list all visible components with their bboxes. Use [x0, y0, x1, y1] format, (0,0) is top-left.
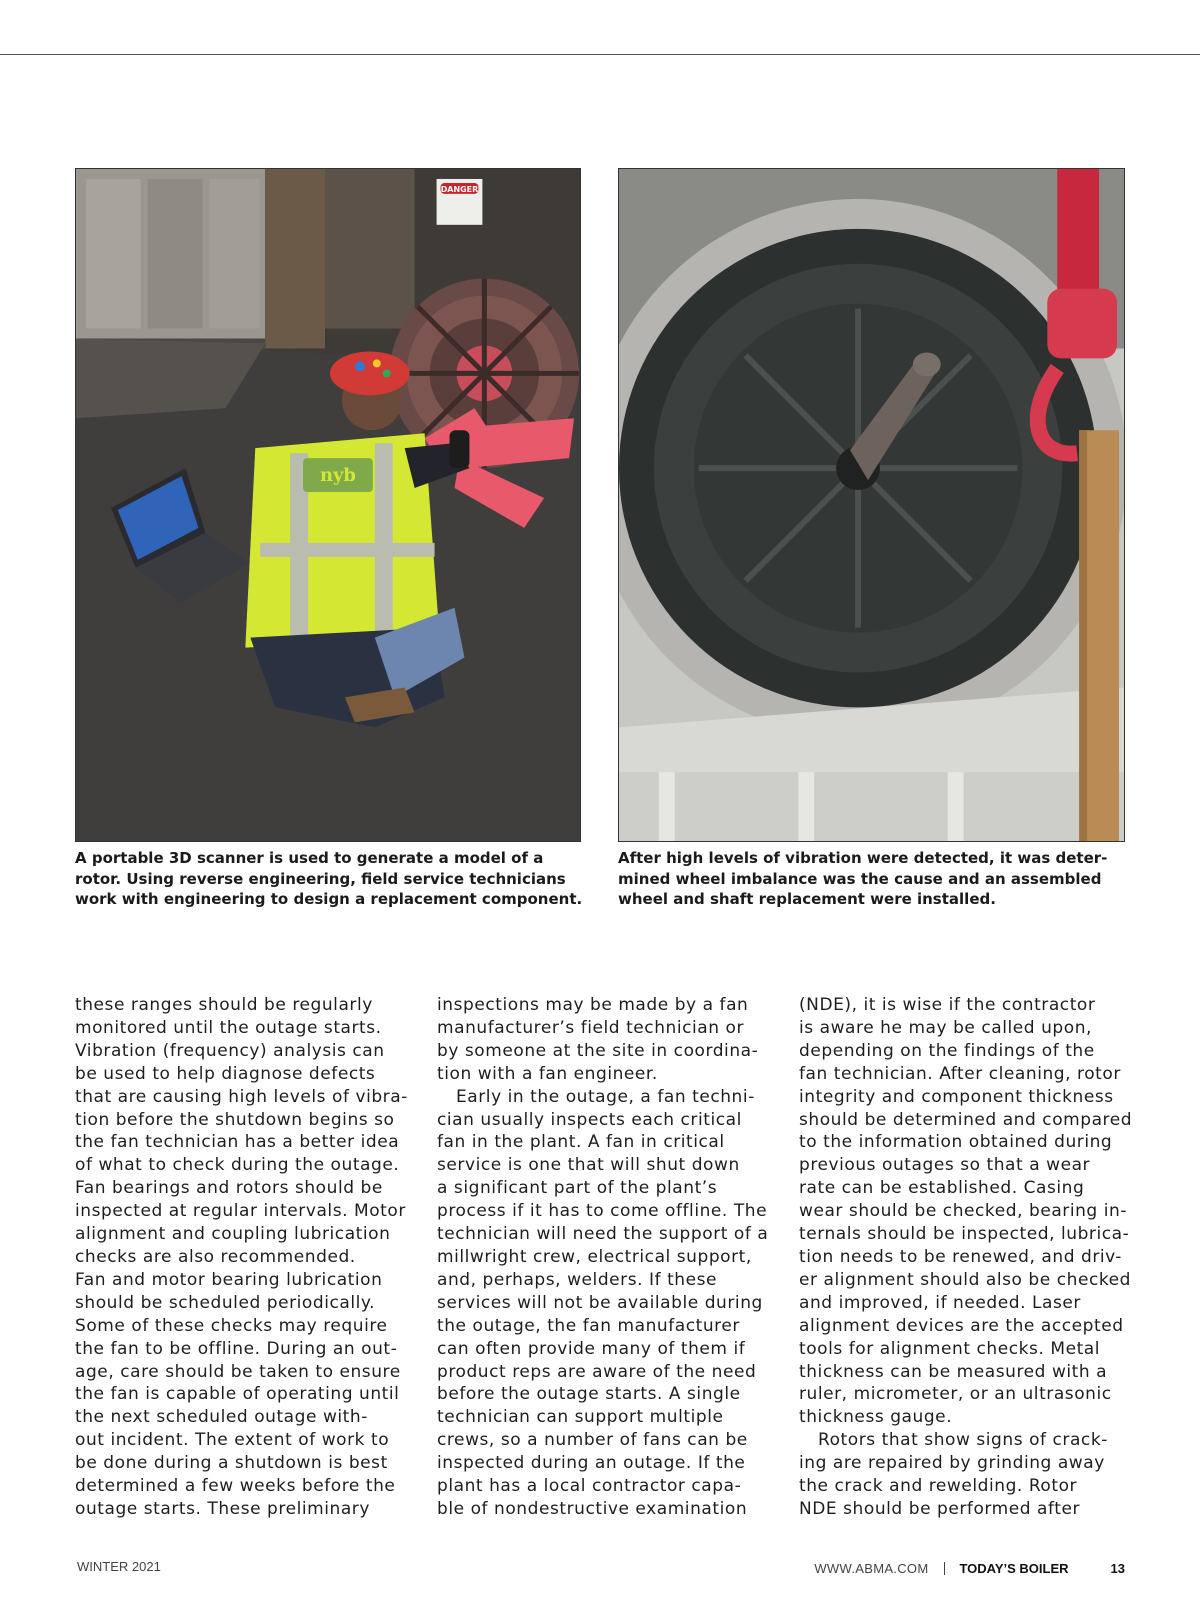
- footer-magazine-title: TODAY’S BOILER: [959, 1560, 1069, 1576]
- article-text-line: integrity and component thickness: [799, 1086, 1114, 1107]
- article-text-line: should be scheduled periodically.: [75, 1292, 376, 1313]
- article-text-line: er alignment should also be checked: [799, 1269, 1131, 1290]
- article-text-line: service is one that will shut down: [437, 1155, 740, 1176]
- article-text-line: NDE should be performed after: [799, 1498, 1081, 1519]
- article-text-line: technician will need the support of a: [437, 1224, 769, 1245]
- article-text-line: alignment devices are the accepted: [799, 1315, 1124, 1336]
- article-text-line: should be determined and compared: [799, 1109, 1133, 1130]
- article-text-line: millwright crew, electrical support,: [437, 1246, 752, 1267]
- article-text-line: and improved, if needed. Laser: [799, 1292, 1081, 1313]
- article-text-line: manufacturer’s field technician or: [437, 1017, 745, 1038]
- article-text-line: Vibration (frequency) analysis can: [75, 1040, 385, 1061]
- top-rule: [0, 54, 1200, 55]
- article-text-line: services will not be available during: [437, 1292, 763, 1313]
- photo-caption-right: [618, 848, 1128, 910]
- article-text-line: product reps are aware of the need: [437, 1361, 757, 1382]
- article-text-line: outage starts. These preliminary: [75, 1498, 370, 1519]
- article-text-line: wear should be checked, bearing in-: [799, 1201, 1128, 1222]
- photo-fan-wheel-and-shaft: [618, 168, 1125, 842]
- article-text-line: these ranges should be regularly: [75, 995, 373, 1015]
- technician-photo-illustration: [76, 169, 580, 841]
- article-column-2: [437, 994, 769, 1521]
- footer-issue: WINTER 2021: [77, 1559, 161, 1574]
- article-text-line: previous outages so that a wear: [799, 1155, 1091, 1176]
- article-text-line: checks are also recommended.: [75, 1246, 356, 1267]
- footer-separator: [944, 1562, 945, 1575]
- article-text-line: technician can support multiple: [437, 1407, 724, 1428]
- article-text-line: inspected during an outage. If the: [437, 1453, 746, 1474]
- article-text-line: Some of these checks may require: [75, 1315, 388, 1336]
- article-text-line: before the outage starts. A single: [437, 1384, 741, 1405]
- article-text-line: out incident. The extent of work to: [75, 1430, 390, 1451]
- article-text-line: fan technician. After cleaning, rotor: [799, 1063, 1121, 1084]
- article-text-line: can often provide many of them if: [437, 1338, 746, 1359]
- caption-line: A portable 3D scanner is used to generate a model of a: [75, 849, 544, 867]
- article-text-line: alignment and coupling lubrication: [75, 1224, 391, 1245]
- article-text-line: Fan bearings and rotors should be: [75, 1178, 383, 1199]
- caption-line: After high levels of vibration were detected, it was deter-: [618, 849, 1108, 867]
- article-text-line: be done during a shutdown is best: [75, 1453, 388, 1474]
- article-text-line: by someone at the site in coordina-: [437, 1040, 759, 1061]
- article-text-line: inspected at regular intervals. Motor: [75, 1201, 406, 1222]
- article-text-line: process if it has to come offline. The: [437, 1201, 768, 1222]
- article-text-line: and, perhaps, welders. If these: [437, 1269, 718, 1290]
- article-text-line: fan in the plant. A fan in critical: [437, 1132, 725, 1153]
- caption-line: work with engineering to design a replacement component.: [75, 890, 583, 908]
- article-text-line: monitored until the outage starts.: [75, 1017, 382, 1038]
- page-number: 13: [1110, 1560, 1125, 1576]
- article-text-line: is aware he may be called upon,: [799, 1017, 1092, 1038]
- article-text-line: Early in the outage, a fan techni-: [456, 1086, 755, 1107]
- article-text-line: of what to check during the outage.: [75, 1155, 400, 1176]
- article-text-line: a significant part of the plant’s: [437, 1178, 718, 1199]
- article-text-line: Fan and motor bearing lubrication: [75, 1269, 383, 1290]
- article-text-line: the crack and rewelding. Rotor: [799, 1476, 1078, 1497]
- article-text-line: Rotors that show signs of crack-: [818, 1430, 1108, 1451]
- article-text-line: the fan to be offline. During an out-: [75, 1338, 398, 1359]
- article-text-line: depending on the findings of the: [799, 1040, 1095, 1061]
- article-text-line: the fan technician has a better idea: [75, 1132, 400, 1153]
- article-text-line: ble of nondestructive examination: [437, 1498, 748, 1519]
- article-text-line: cian usually inspects each critical: [437, 1109, 742, 1130]
- article-text-line: ing are repaired by grinding away: [799, 1453, 1105, 1474]
- vest-logo-text: nyb: [319, 465, 356, 487]
- footer-right: [814, 1559, 1125, 1577]
- caption-line: rotor. Using reverse engineering, field service technicians: [75, 869, 566, 888]
- article-column-3: [799, 994, 1131, 1521]
- article-text-line: ternals should be inspected, lubrica-: [799, 1224, 1130, 1245]
- article-text-line: (NDE), it is wise if the contractor: [799, 995, 1096, 1015]
- photo-caption-left: [75, 848, 585, 910]
- article-text-line: that are causing high levels of vibra-: [75, 1086, 408, 1107]
- photo-technician-scanning-rotor: [75, 168, 581, 842]
- article-text-line: age, care should be taken to ensure: [75, 1361, 401, 1382]
- article-text-line: the outage, the fan manufacturer: [437, 1315, 740, 1336]
- danger-sign-text: DANGER: [440, 184, 479, 194]
- footer-url: WWW.ABMA.COM: [814, 1560, 929, 1576]
- article-text-line: tion with a fan engineer.: [437, 1063, 658, 1084]
- caption-line: mined wheel imbalance was the cause and an assembled: [618, 869, 1102, 888]
- article-text-line: inspections may be made by a fan: [437, 995, 749, 1015]
- article-text-line: thickness can be measured with a: [799, 1361, 1108, 1382]
- article-text-line: thickness gauge.: [799, 1407, 953, 1428]
- article-text-line: to the information obtained during: [799, 1132, 1113, 1153]
- fan-wheel-photo-illustration: [619, 169, 1124, 841]
- article-column-1: [75, 994, 407, 1521]
- caption-line: wheel and shaft replacement were installed.: [618, 890, 996, 908]
- article-text-line: plant has a local contractor capa-: [437, 1476, 742, 1497]
- article-text-line: rate can be established. Casing: [799, 1178, 1085, 1199]
- article-text-line: be used to help diagnose defects: [75, 1063, 376, 1084]
- article-text-line: ruler, micrometer, or an ultrasonic: [799, 1384, 1112, 1405]
- article-text-line: the next scheduled outage with-: [75, 1407, 368, 1428]
- article-text-line: tion before the shutdown begins so: [75, 1109, 395, 1130]
- article-text-line: crews, so a number of fans can be: [437, 1430, 748, 1451]
- article-text-line: the fan is capable of operating until: [75, 1384, 400, 1405]
- article-text-line: tion needs to be renewed, and driv-: [799, 1246, 1122, 1267]
- article-text-line: determined a few weeks before the: [75, 1476, 396, 1497]
- article-text-line: tools for alignment checks. Metal: [799, 1338, 1101, 1359]
